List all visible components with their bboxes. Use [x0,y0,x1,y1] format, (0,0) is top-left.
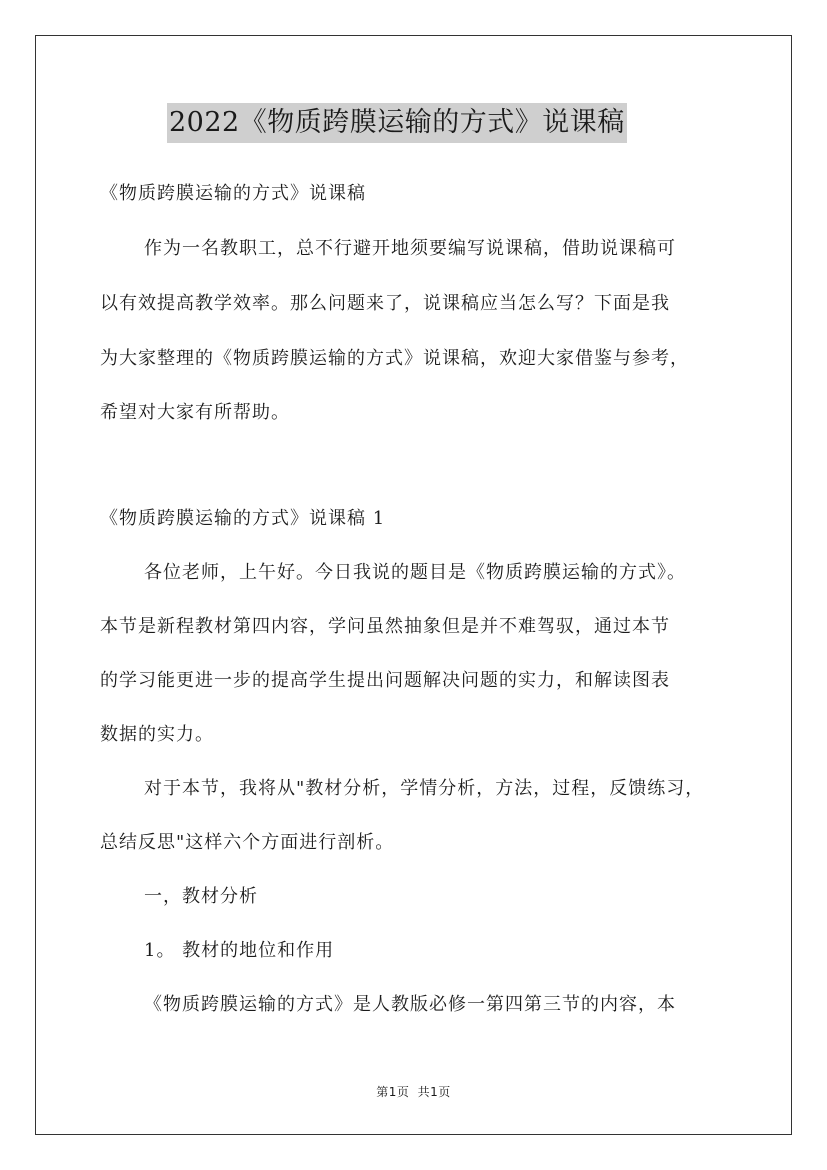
intro-line-2: 以有效提高教学效率。那么问题来了，说课稿应当怎么写？下面是我 [100,293,670,314]
intro-line-1: 作为一名教职工，总不行避开地须要编写说课稿，借助说课稿可 [144,238,676,259]
para2-line-1: 对于本节，我将从"教材分析，学情分析，方法，过程，反馈练习， [144,778,705,799]
intro-line-3: 为大家整理的《物质跨膜运输的方式》说课稿，欢迎大家借鉴与参考， [100,348,689,369]
item-1-heading: 一，教材分析 [144,886,258,907]
para2-line-2: 总结反思"这样六个方面进行剖析。 [100,832,395,853]
page-current: 第1页 [376,1085,410,1099]
intro-line-4: 希望对大家有所帮助。 [100,402,290,423]
document-title: 2022《物质跨膜运输的方式》说课稿 [167,103,627,143]
document-subtitle: 《物质跨膜运输的方式》说课稿 [100,183,366,204]
para1-line-2: 本节是新程教材第四内容，学问虽然抽象但是并不难驾驭，通过本节 [100,616,670,637]
para3-line-1: 《物质跨膜运输的方式》是人教版必修一第四第三节的内容，本 [144,994,676,1015]
para1-line-4: 数据的实力。 [100,724,214,745]
item-1-1-heading: 1。 教材的地位和作用 [144,940,335,961]
page-footer [0,1083,827,1100]
section-heading: 《物质跨膜运输的方式》说课稿 1 [100,508,386,529]
page-total: 共1页 [417,1085,451,1099]
para1-line-3: 的学习能更进一步的提高学生提出问题解决问题的实力，和解读图表 [100,670,670,691]
para1-line-1: 各位老师，上午好。今日我说的题目是《物质跨膜运输的方式》。 [144,562,686,583]
